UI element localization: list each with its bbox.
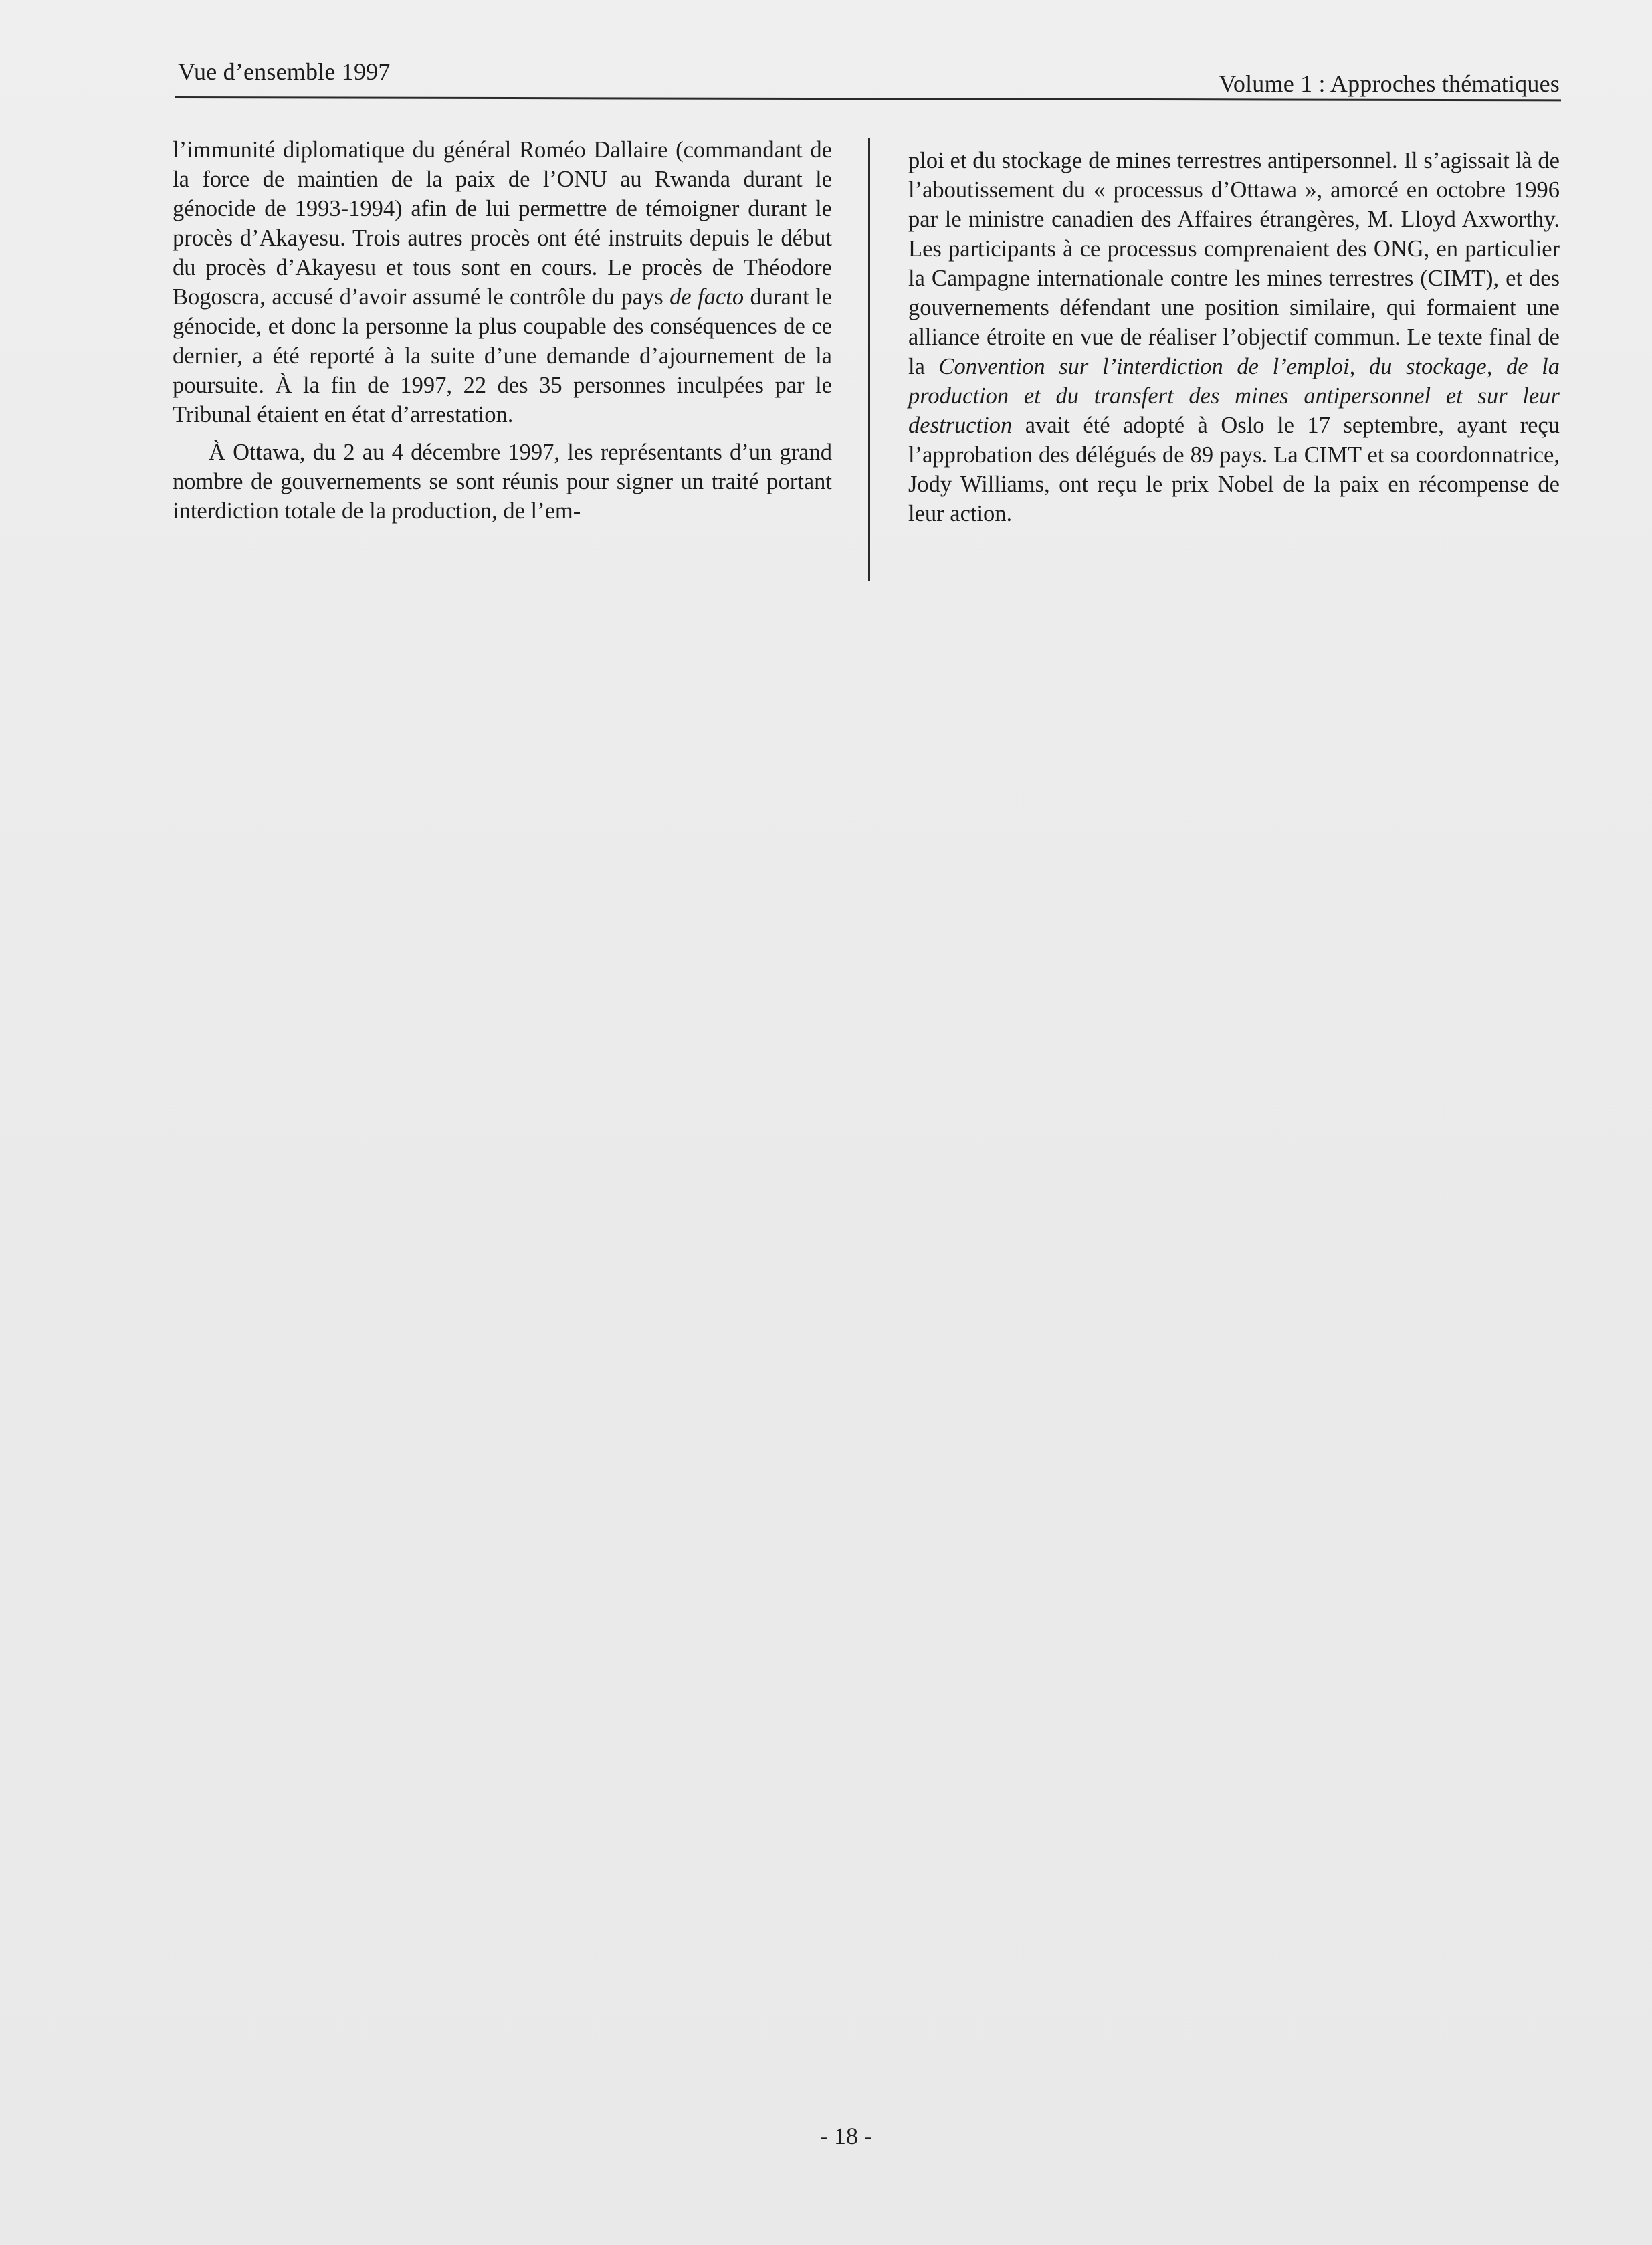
page-number: - 18 - xyxy=(820,2123,872,2149)
paragraph-tribunal xyxy=(173,135,832,429)
paragraph-convention xyxy=(908,146,1560,528)
column-divider xyxy=(868,138,870,581)
paragraph-text: avait été adopté à Oslo le 17 septembre, ayant reçu l’approbation des délégués de 89 pays. La CIMT et sa coordonnatrice, Jody Williams, ont reçu le prix Nobel de la paix en récompense de leur action. xyxy=(908,413,1560,526)
italic-term: de facto xyxy=(669,284,744,310)
running-header-left: Vue d’ensemble 1997 xyxy=(178,58,391,85)
paragraph-text: durant le génocide, et donc la personne la plus coupable des conséquences de ce dernier, a été reporté à la suite d’une demande d’ajournement de la poursuite. À la fin de 1997, 22 des 35 personnes inculpées par le Tribunal étaient en état d’arrestation. xyxy=(173,284,832,427)
left-column xyxy=(173,135,832,526)
paragraph-text: l’immunité diplomatique du général Roméo Dallaire (commandant de la force de maintien de la paix de l’ONU au Rwanda durant le génocide de 1993-1994) afin de lui permettre de témoigner durant le procès d’Akayesu. Trois autres procès ont été instruits depuis le début du procès d’Akayesu et tous sont en cours. Le procès de Théodore Bogoscra, accusé d’avoir assumé le contrôle du pays xyxy=(173,137,832,310)
paragraph-ottawa: À Ottawa, du 2 au 4 décembre 1997, les représentants d’un grand nombre de gouvernements se sont réunis pour signer un traité portant interdiction totale de la production, de l’em- xyxy=(173,440,832,524)
italic-title: Convention sur l’interdiction de l’emploi, du stockage, de la production et du transfert des mines antipersonnel et sur leur destruction xyxy=(908,354,1560,438)
running-header-right: Volume 1 : Approches thématiques xyxy=(1219,70,1560,97)
right-column xyxy=(908,146,1560,528)
paragraph-text: ploi et du stockage de mines terrestres antipersonnel. Il s’agissait là de l’aboutissement du « processus d’Ottawa », amorcé en octobre 1996 par le ministre canadien des Affaires étrangères, M. Lloyd Axworthy. Les participants à ce processus comprenaient des ONG, en particulier la Campagne internationale contre les mines terrestres (CIMT), et des gouvernements défendant une position similaire, qui formaient une alliance étroite en vue de réaliser l’objectif commun. Le texte final de la xyxy=(908,148,1560,379)
